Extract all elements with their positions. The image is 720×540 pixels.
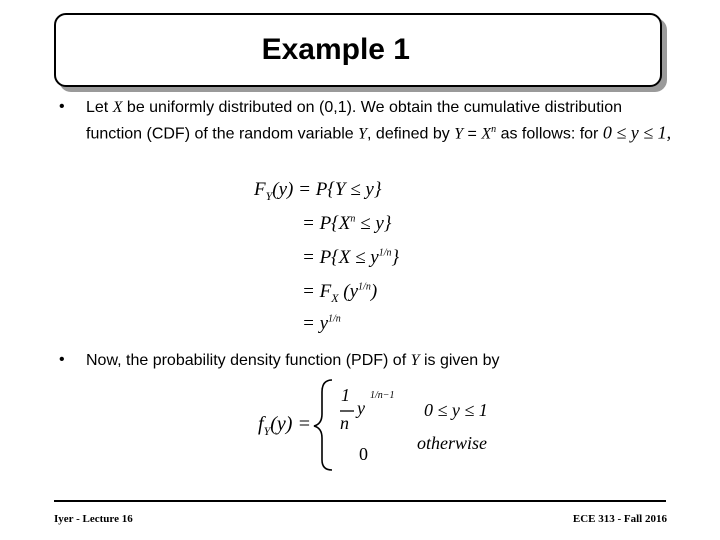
footer-lecture: Iyer - Lecture 16 <box>54 513 133 525</box>
condition-2: otherwise <box>417 433 487 453</box>
cdf-line-5: = $y^{1/n}$ <box>302 313 341 334</box>
pdf-zero: 0 <box>359 444 368 464</box>
bullet-2-text: Now, the probability density function (PDF) of Y is given by <box>86 352 500 369</box>
cdf-line-2: = $P\{X^n \le y\}$ <box>302 213 392 234</box>
cdf-line-4: = $F_X$ $(y^{1/n})$ <box>302 281 378 305</box>
exponent: 1/n−1 <box>370 390 395 401</box>
range-expression: 0 ≤ y ≤ 1, <box>602 122 672 143</box>
cdf-line-3: = $P\{X \le y^{1/n}\}$ <box>302 247 400 268</box>
pdf-lhs: $f_Y(y)$ = <box>258 413 311 438</box>
footer-divider <box>54 500 666 502</box>
fraction-numerator: 1 <box>341 385 350 405</box>
slide-title: Example 1 <box>261 33 410 66</box>
fraction-denominator: n <box>340 413 349 433</box>
bullet-marker: • <box>59 98 65 115</box>
condition-1: 0 ≤ y ≤ 1 <box>424 400 488 420</box>
bullet-1-text: Let X be uniformly distributed on (0,1). We obtain the cumulative distribution function (CDF) of the random variable Y, defined by $Y = X^n$ as follows: for 0 ≤ y ≤ 1, <box>86 99 672 143</box>
pdf-y: y <box>357 398 365 418</box>
cdf-line-1: $F_Y(y) = P\{Y \le y\}$ <box>254 179 382 203</box>
footer-course: ECE 313 - Fall 2016 <box>572 513 667 525</box>
bullet-marker: • <box>59 351 65 368</box>
